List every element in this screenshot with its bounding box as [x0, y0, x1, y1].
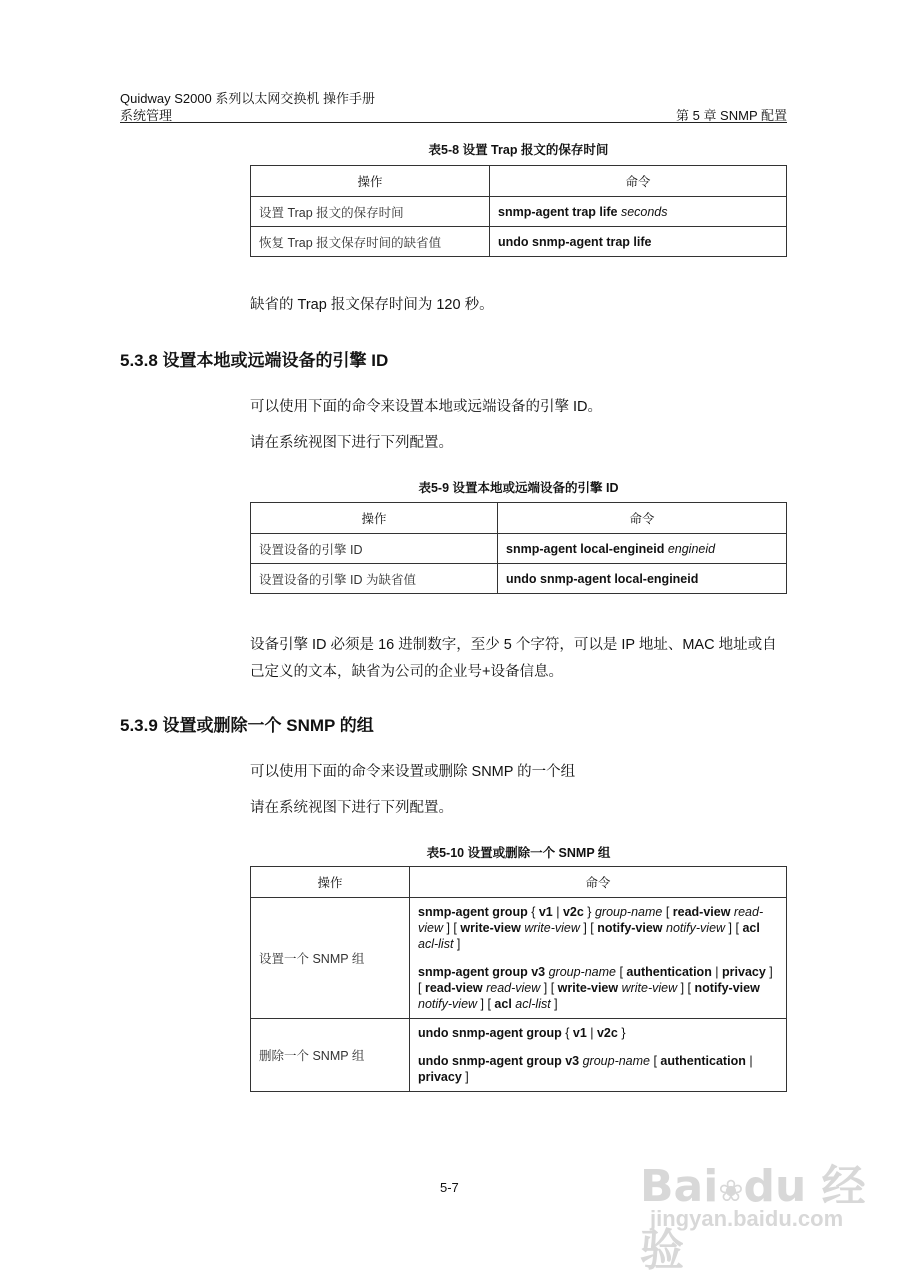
table-header-row: [251, 867, 787, 898]
column-header: 命令: [498, 503, 787, 534]
section-5-3-9-p1: 可以使用下面的命令来设置或删除 SNMP 的一个组: [250, 764, 576, 780]
command-line: [498, 234, 778, 250]
command-token: acl-list: [515, 997, 551, 1011]
watermark-url: jingyan.baidu.com: [650, 1206, 844, 1231]
table-header-row: [251, 166, 787, 197]
operation-cell: 设置设备的引擎 ID 为缺省值: [251, 564, 498, 594]
command-line: [506, 541, 778, 557]
command-token: privacy: [418, 1070, 462, 1084]
section-5-3-8-heading: 5.3.8 设置本地或远端设备的引擎 ID: [120, 351, 389, 370]
command-token: write-view: [621, 981, 678, 995]
command-token: {: [565, 1026, 573, 1040]
command-token: v1: [572, 1026, 587, 1040]
command-cell: [498, 564, 787, 594]
column-header: 命令: [490, 166, 787, 197]
operation-cell: 恢复 Trap 报文保存时间的缺省值: [251, 227, 490, 257]
header-title: Quidway S2000 系列以太网交换机 操作手册: [120, 91, 376, 106]
section-5-3-8-p1: 可以使用下面的命令来设置本地或远端设备的引擎 ID。: [250, 399, 603, 415]
note-5-8: 缺省的 Trap 报文保存时间为 120 秒。: [250, 297, 494, 313]
command-token: [: [615, 965, 627, 979]
command-token: read-view: [486, 981, 541, 995]
command-token: ] [: [579, 921, 598, 935]
section-5-3-9-heading: 5.3.9 设置或删除一个 SNMP 的组: [120, 716, 374, 735]
command-cell: [498, 534, 787, 564]
command-cell: [490, 197, 787, 227]
command-token: |: [552, 905, 563, 919]
command-cell: [410, 898, 787, 1019]
note-5-9: 设备引擎 ID 必须是 16 进制数字，至少 5 个字符，可以是 IP 地址、MAC 地址或自己定义的文本，缺省为公司的企业号+设备信息。: [250, 637, 777, 680]
section-5-3-9-p2: 请在系统视图下进行下列配置。: [250, 800, 453, 816]
table-row: [251, 534, 787, 564]
operation-cell: 设置一个 SNMP 组: [251, 898, 410, 1019]
command-token: [: [662, 905, 673, 919]
table-row: [251, 197, 787, 227]
command-token: undo snmp-agent group v3: [418, 1054, 583, 1068]
command-line: [418, 1047, 778, 1091]
command-token: write-view: [557, 981, 622, 995]
table-row: [251, 564, 787, 594]
column-header: 操作: [251, 867, 410, 898]
command-token: ] [: [443, 921, 461, 935]
header-section: 系统管理: [120, 108, 173, 123]
operation-cell: 删除一个 SNMP 组: [251, 1019, 410, 1092]
command-token: v2c: [562, 905, 584, 919]
command-token: notify-view: [418, 997, 478, 1011]
command-line: [498, 204, 778, 220]
page-number: 5-7: [440, 1180, 459, 1195]
table-row: [251, 1019, 787, 1092]
command-token: acl: [742, 921, 760, 935]
command-token: acl-list: [418, 937, 454, 951]
command-token: [: [650, 1054, 661, 1068]
baidu-jingyan-logo: Bai❀du 经验: [640, 1161, 866, 1276]
command-line: [418, 958, 778, 1018]
command-token: ] [: [477, 997, 495, 1011]
command-line: [506, 571, 778, 587]
column-header: 操作: [251, 503, 498, 534]
command-token: group-name: [582, 1054, 650, 1068]
header-rule: [120, 122, 787, 123]
operation-cell: 设置 Trap 报文的保存时间: [251, 197, 490, 227]
command-token: snmp-agent group v3: [418, 965, 549, 979]
command-token: }: [617, 1026, 626, 1040]
command-token: }: [583, 905, 595, 919]
command-token: ] [: [725, 921, 743, 935]
command-token: snmp-agent trap life: [498, 204, 621, 219]
command-token: |: [711, 965, 723, 979]
command-token: acl: [494, 997, 516, 1011]
command-token: ]: [453, 937, 461, 951]
table-5-9: [250, 502, 787, 594]
command-token: ] [: [418, 965, 773, 995]
command-token: {: [531, 905, 539, 919]
table-5-10-caption: 表5-10 设置或删除一个 SNMP 组: [426, 846, 611, 860]
command-token: notify-view: [694, 981, 760, 995]
table-row: [251, 227, 787, 257]
command-token: read-view: [672, 905, 734, 919]
table-5-9-caption: 表5-9 设置本地或远端设备的引擎 ID: [418, 481, 619, 495]
command-token: privacy: [722, 965, 766, 979]
command-cell: [490, 227, 787, 257]
command-token: read-view: [424, 981, 487, 995]
command-token: authentication: [626, 965, 712, 979]
command-token: |: [586, 1026, 597, 1040]
command-line: [418, 1019, 778, 1047]
command-token: snmp-agent local-engineid: [506, 541, 668, 556]
table-5-10: [250, 866, 787, 1092]
command-token: undo snmp-agent local-engineid: [506, 571, 699, 586]
command-token: ]: [461, 1070, 469, 1084]
command-token: group-name: [548, 965, 616, 979]
command-token: write-view: [524, 921, 580, 935]
command-token: authentication: [660, 1054, 746, 1068]
section-5-3-8-p2: 请在系统视图下进行下列配置。: [250, 435, 453, 451]
header-chapter: 第 5 章 SNMP 配置: [675, 108, 787, 123]
command-cell: [410, 1019, 787, 1092]
command-token: seconds: [620, 204, 668, 219]
command-token: ] [: [677, 981, 695, 995]
command-token: write-view: [460, 921, 525, 935]
command-token: v1: [538, 905, 553, 919]
command-token: notify-view: [597, 921, 667, 935]
command-token: notify-view: [666, 921, 726, 935]
command-token: snmp-agent group: [418, 905, 532, 919]
command-token: read-view: [418, 905, 764, 935]
table-5-8: [250, 165, 787, 257]
command-token: undo snmp-agent group: [418, 1026, 566, 1040]
operation-cell: 设置设备的引擎 ID: [251, 534, 498, 564]
command-token: ] [: [540, 981, 558, 995]
command-token: undo snmp-agent trap life: [498, 234, 652, 249]
command-token: ]: [550, 997, 558, 1011]
column-header: 操作: [251, 166, 490, 197]
command-line: [418, 898, 778, 958]
table-5-8-caption: 表5-8 设置 Trap 报文的保存时间: [428, 143, 609, 157]
command-token: |: [745, 1054, 753, 1068]
table-header-row: [251, 503, 787, 534]
column-header: 命令: [410, 867, 787, 898]
table-row: [251, 898, 787, 1019]
command-token: engineid: [667, 541, 716, 556]
command-token: group-name: [594, 905, 663, 919]
command-token: v2c: [596, 1026, 618, 1040]
